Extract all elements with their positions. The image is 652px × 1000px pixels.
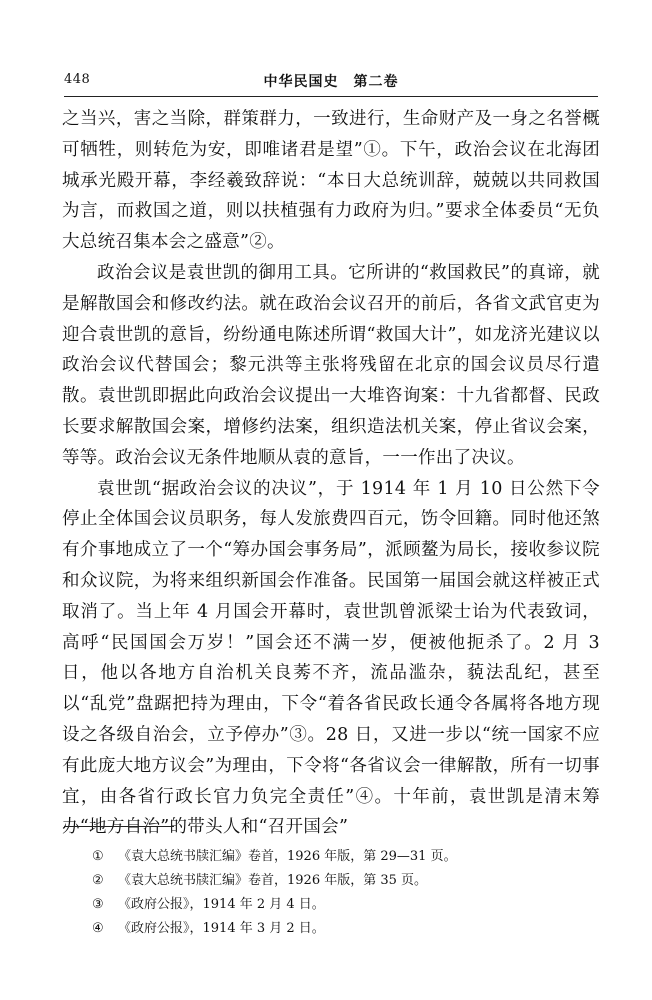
footnote-text: 《袁大总统书牍汇编》卷首，1926 年版，第 29—31 页。 xyxy=(118,849,457,864)
paragraph-political-council: 政治会议是袁世凯的御用工具。它所讲的“救国救民”的真谛，就是解散国会和修改约法。就在政治会议召开的前后，各省文武官吏为迎合袁世凯的意旨，纷纷通电陈述所谓“救国大计”，如龙济光建议以政治会议代替国会；黎元洪等主张将残留在北京的国会议员尽行遣散。袁世凯即据此向政治会议提出一大堆咨询案：十九省都督、民政长要求解散国会案，增修约法案，组织造法机关案，停止省议会案，等等。政治会议无条件地顺从袁的意旨，一一作出了决议。 xyxy=(62,262,600,468)
footnote xyxy=(92,917,552,941)
footnote-mark: ④ xyxy=(92,921,104,936)
paragraph-dissolution: 袁世凯“据政治会议的决议”，于 1914 年 1 月 10 日公然下令停止全体国会议员职务，每人发旅费四百元，饬令回籍。同时他还煞有介事地成立了一个“筹办国会事务局”，派顾鳌为局长，接收参议院和众议院，为将来组织新国会作准备。民国第一届国会就这样被正式取消了。当上年 4 月国会开幕时，袁世凯曾派梁士诒为代表致词，高呼“民国国会万岁！”国会还不满一岁，便被他扼杀了。2 月 3 日，他以各地方自治机关良莠不齐，流品滥杂，藐法乱纪，甚至以“乱党”盘踞把持为理由，下令“着各省民政长通令各属将各地方现设之各级自治会，立予停办”③。28 日，又进一步以“统一国家不应有此庞大地方议会”为理由，下令将“各省议会一律解散，所有一切事宜，由各省行政长官力负完全责任”④。十年前，袁世凯是清末筹办“地方自治”的带头人和“召开国会” xyxy=(62,478,600,838)
footnote-mark: ① xyxy=(92,849,104,864)
header-rule xyxy=(64,96,598,97)
footnotes xyxy=(92,845,552,941)
paragraph-continued: 之当兴，害之当除，群策群力，一致进行，生命财产及一身之名誉概可牺牲，则转危为安，即唯诸君是望”①。下午，政治会议在北海团城承光殿开幕，李经羲致辞说：“本日大总统训辞，兢兢以共同救国为言，而救国之道，则以扶植强有力政府为归。”要求全体委员“无负大总统召集本会之盛意”②。 xyxy=(62,109,600,253)
footnote xyxy=(92,845,552,869)
footnote xyxy=(92,893,552,917)
running-title: 中华民国史 第二卷 xyxy=(263,74,399,90)
footnote-mark: ② xyxy=(92,873,104,888)
footnote-mark: ③ xyxy=(92,897,104,912)
page-number: 448 xyxy=(64,72,91,87)
footnote-text: 《袁大总统书牍汇编》卷首，1926 年版，第 35 页。 xyxy=(118,873,428,888)
footnote-text: 《政府公报》，1914 年 2 月 4 日。 xyxy=(118,897,325,912)
footnote-rule xyxy=(64,826,174,827)
footnote-text: 《政府公报》，1914 年 3 月 2 日。 xyxy=(118,921,325,936)
body-text xyxy=(62,104,600,843)
footnote xyxy=(92,869,552,893)
page-header xyxy=(64,66,598,96)
